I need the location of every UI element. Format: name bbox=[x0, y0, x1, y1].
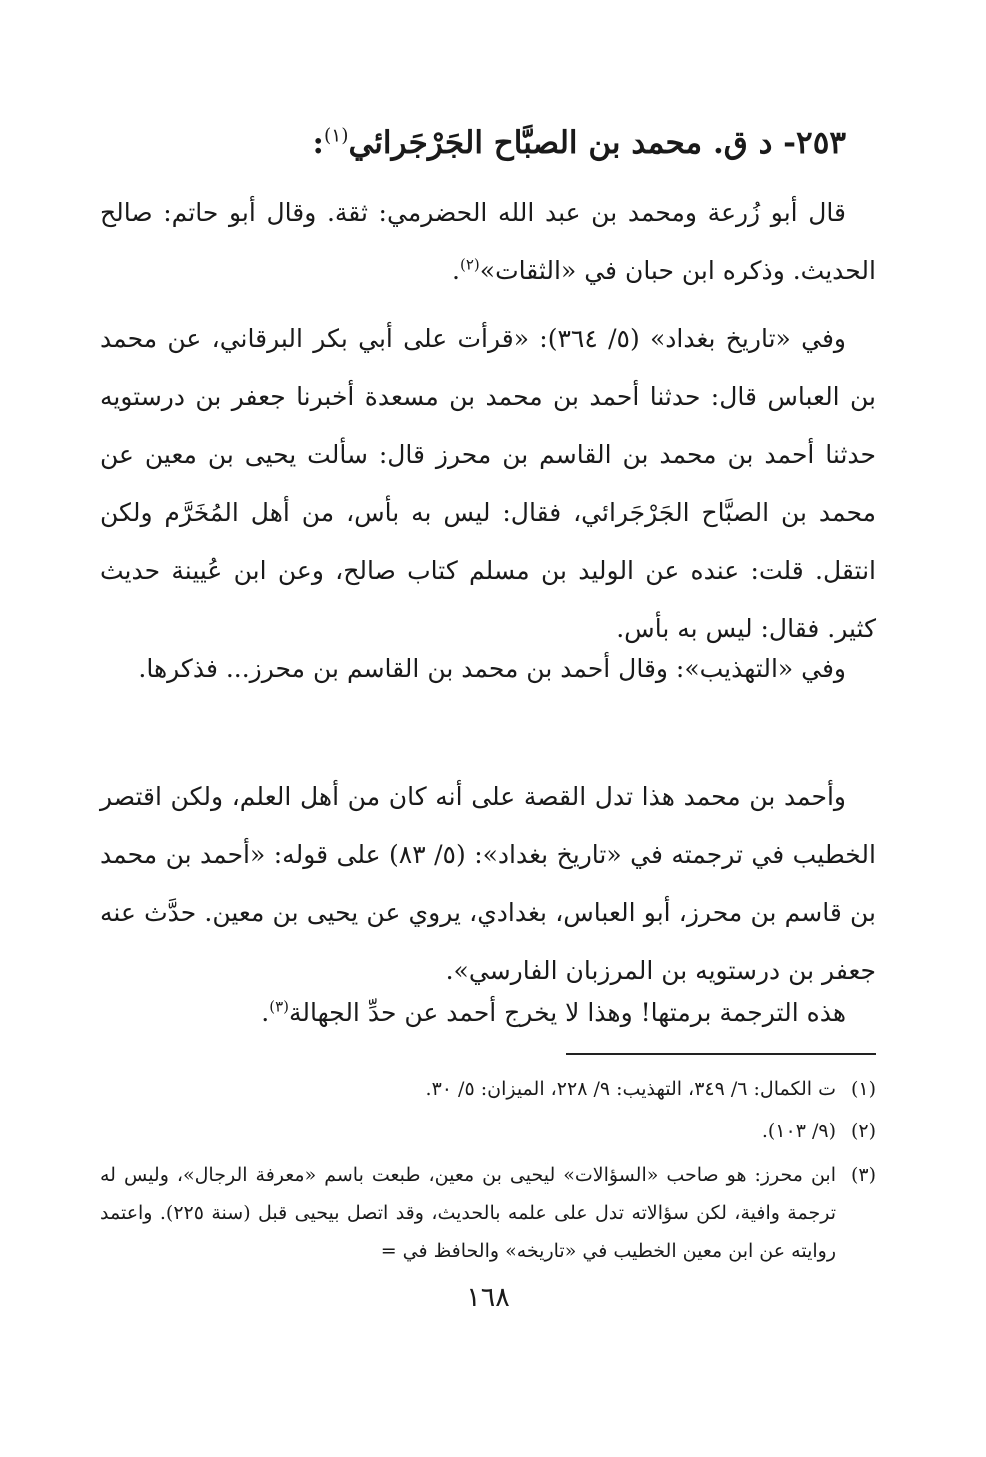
footnote-3-text: ابن محرز: هو صاحب «السؤالات» ليحيى بن معين، طبعت باسم «معرفة الرجال»، وليس له ترجمة وافية، لكن سؤالاته تدل على علمه بالحديث، وقد اتصل بيحيى قبل (سنة ٢٢٥). واعتمد روايته عن ابن معين الخطيب في «تاريخه» والحافظ في = bbox=[100, 1164, 836, 1262]
paragraph-1 bbox=[100, 184, 876, 300]
paragraph-3 bbox=[100, 640, 876, 698]
paragraph-2-text: وفي «تاريخ بغداد» (٥/ ٣٦٤): «قرأت على أبي بكر البرقاني، عن محمد بن العباس قال: حدثنا أحمد بن محمد بن مسعدة أخبرنا جعفر بن درستويه حدثنا أحمد بن محمد بن القاسم بن محرز قال: سألت يحيى بن معين عن محمد بن الصبَّاح الجَرْجَرائي، فقال: ليس به بأس، من أهل المُخَرَّم ولكن انتقل. قلت: عنده عن الوليد بن مسلم كتاب صالح، وعن ابن عُيينة حديث كثير. فقال: ليس به بأس. bbox=[100, 324, 876, 643]
footnote-separator bbox=[566, 1053, 876, 1055]
entry-heading-text: ٢٥٣- د ق. محمد بن الصبَّاح الجَرْجَرائي bbox=[348, 125, 846, 161]
footnote-1 bbox=[100, 1070, 876, 1108]
footnote-2-number: (٢) bbox=[850, 1120, 876, 1142]
book-page bbox=[100, 118, 876, 1348]
footnote-ref-1: (١) bbox=[323, 125, 349, 147]
paragraph-3-text: وفي «التهذيب»: وقال أحمد بن محمد بن القاسم بن محرز... فذكرها. bbox=[138, 654, 846, 683]
footnote-2-text: (٩/ ١٠٣). bbox=[761, 1120, 836, 1142]
footnote-3 bbox=[100, 1156, 876, 1270]
footnote-1-text: ت الكمال: ٦/ ٣٤٩، التهذيب: ٩/ ٢٢٨، الميزان: ٥/ ٣٠. bbox=[425, 1078, 836, 1100]
footnote-2 bbox=[100, 1112, 876, 1150]
paragraph-4-text: وأحمد بن محمد هذا تدل القصة على أنه كان من أهل العلم، ولكن اقتصر الخطيب في ترجمته في «تاريخ بغداد»: (٥/ ٨٣) على قوله: «أحمد بن محمد بن قاسم بن محرز، أبو العباس، بغدادي، يروي عن يحيى بن معين. حدَّث عنه جعفر بن درستويه بن المرزبان الفارسي». bbox=[100, 782, 876, 985]
paragraph-5-text: هذه الترجمة برمتها! وهذا لا يخرج أحمد عن حدِّ الجهالة bbox=[289, 998, 846, 1027]
paragraph-1-end: . bbox=[452, 256, 460, 285]
paragraph-4 bbox=[100, 768, 876, 1000]
footnote-3-number: (٣) bbox=[850, 1164, 876, 1186]
paragraph-5 bbox=[100, 984, 876, 1042]
paragraph-2 bbox=[100, 310, 876, 658]
footnote-ref-2: (٢) bbox=[460, 255, 480, 274]
paragraph-1-text: قال أبو زُرعة ومحمد بن عبد الله الحضرمي: ثقة. وقال أبو حاتم: صالح الحديث. وذكره ابن حبان في «الثقات» bbox=[100, 198, 876, 285]
footnote-1-number: (١) bbox=[850, 1078, 876, 1100]
page-number: ١٦٨ bbox=[466, 1282, 510, 1313]
footnote-ref-3: (٣) bbox=[269, 997, 290, 1016]
paragraph-5-end: . bbox=[261, 998, 270, 1027]
entry-heading-colon: : bbox=[312, 125, 324, 161]
entry-heading bbox=[312, 118, 846, 168]
